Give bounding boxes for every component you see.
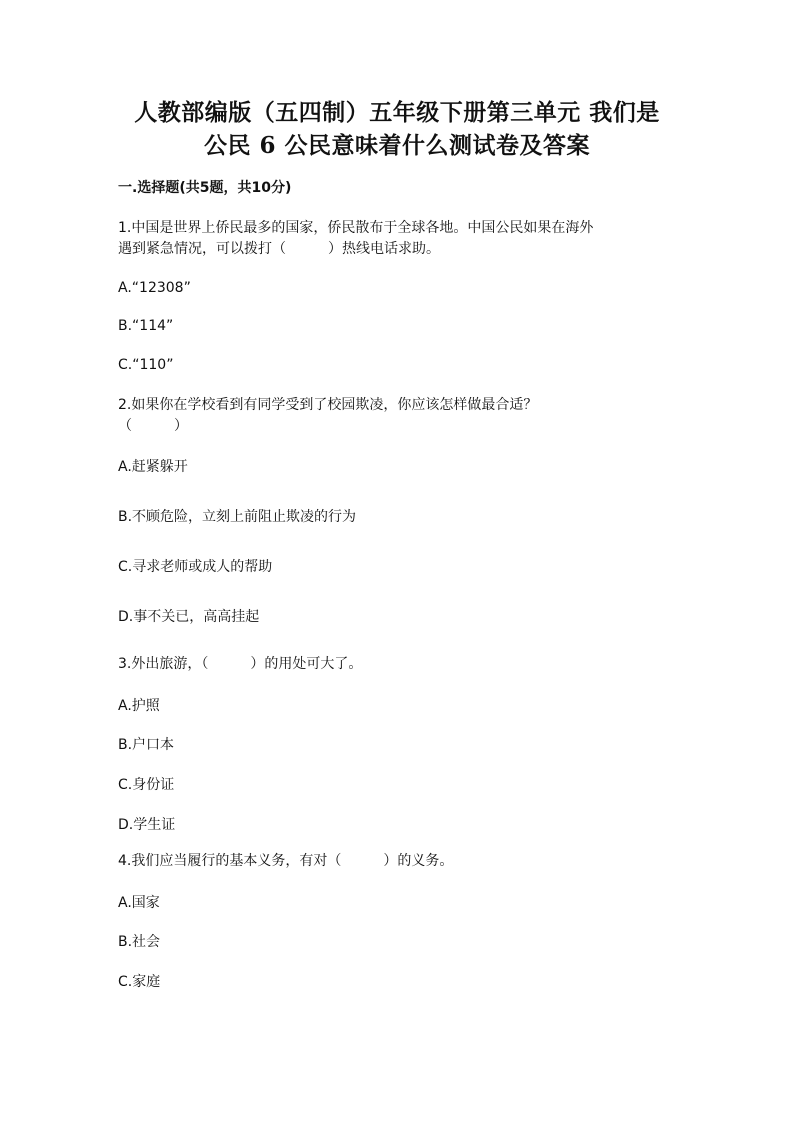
title-line-2: 公民 6 公民意味着什么测试卷及答案 — [203, 132, 591, 159]
question-2-option-c: C.寻求老师或成人的帮助 — [118, 559, 273, 575]
question-4-option-a: A.国家 — [118, 895, 160, 911]
page-title — [100, 96, 694, 162]
question-3-option-b: B.户口本 — [118, 737, 175, 753]
question-1-stem — [118, 218, 593, 260]
question-3-line-1: 3.外出旅游，（ ）的用处可大了。 — [118, 656, 363, 672]
question-2-option-a: A.赶紧躲开 — [118, 459, 188, 475]
question-1-option-c: C.“110” — [118, 357, 174, 373]
question-1-line-2: 遇到紧急情况，可以拨打（ ）热线电话求助。 — [118, 241, 440, 257]
title-line-1: 人教部编版（五四制）五年级下册第三单元 我们是 — [134, 99, 660, 126]
question-2-line-2: （ ） — [118, 418, 188, 434]
question-4-stem — [118, 851, 453, 872]
question-2-option-b: B.不顾危险，立刻上前阻止欺凌的行为 — [118, 509, 357, 525]
question-1-line-1: 1.中国是世界上侨民最多的国家，侨民散布于全球各地。中国公民如果在海外 — [118, 220, 594, 236]
question-1-option-b: B.“114” — [118, 318, 174, 334]
section-heading: 一.选择题(共5题，共10分) — [118, 180, 292, 196]
question-2-stem — [118, 395, 537, 437]
question-4-line-1: 4.我们应当履行的基本义务，有对（ ）的义务。 — [118, 853, 454, 869]
question-3-option-c: C.身份证 — [118, 777, 175, 793]
question-3-option-a: A.护照 — [118, 698, 160, 714]
question-2-option-d: D.事不关已，高高挂起 — [118, 609, 260, 625]
question-3-option-d: D.学生证 — [118, 817, 176, 833]
question-4-option-b: B.社会 — [118, 934, 161, 950]
question-4-option-c: C.家庭 — [118, 974, 161, 990]
question-1-option-a: A.“12308” — [118, 280, 191, 296]
question-3-stem — [118, 654, 362, 675]
question-2-line-1: 2.如果你在学校看到有同学受到了校园欺凌，你应该怎样做最合适？ — [118, 397, 538, 413]
